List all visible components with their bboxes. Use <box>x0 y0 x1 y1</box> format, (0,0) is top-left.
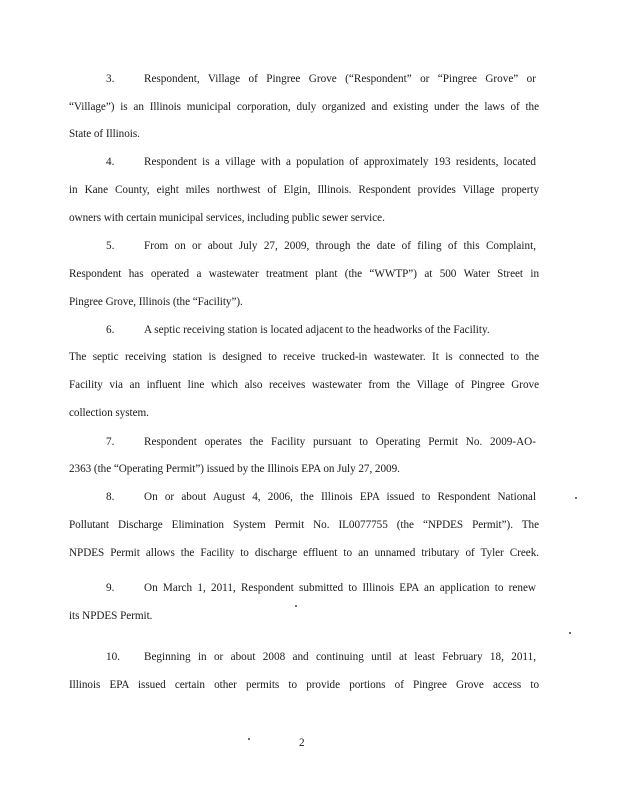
paragraph-number: 8. <box>106 491 115 503</box>
paragraph-number: 3. <box>106 73 115 85</box>
paragraph-line: On March 1, 2011, Respondent submitted to Illinois EPA an application to renew <box>144 582 536 594</box>
paragraph-number: 4. <box>106 156 115 168</box>
paragraph-line: Respondent operates the Facility pursuant to Operating Permit No. 2009-AO- <box>144 436 536 448</box>
paragraph-line: NPDES Permit allows the Facility to discharge effluent to an unnamed tributary of Tyler Creek. <box>69 547 539 559</box>
paragraph-number: 5. <box>106 240 115 252</box>
paragraph-line: 2363 (the “Operating Permit”) issued by the Illinois EPA on July 27, 2009. <box>69 463 400 475</box>
scan-speck <box>248 738 250 740</box>
paragraph-line: in Kane County, eight miles northwest of Elgin, Illinois. Respondent provides Village property <box>69 184 539 196</box>
paragraph-line: Beginning in or about 2008 and continuing until at least February 18, 2011, <box>144 651 536 663</box>
paragraph-line: Respondent, Village of Pingree Grove (“Respondent” or “Pingree Grove” or <box>144 73 536 85</box>
paragraph-line: State of Illinois. <box>69 128 140 140</box>
paragraph-line: Pollutant Discharge Elimination System Permit No. IL0077755 (the “NPDES Permit”). The <box>69 519 539 531</box>
page-number: 2 <box>299 737 305 749</box>
paragraph-line: collection system. <box>69 407 149 419</box>
paragraph-line: Respondent is a village with a population of approximately 193 residents, located <box>144 156 536 168</box>
paragraph-line: Pingree Grove, Illinois (the “Facility”). <box>69 296 243 308</box>
paragraph-line: owners with certain municipal services, including public sewer service. <box>69 212 385 224</box>
paragraph-line: Illinois EPA issued certain other permits to provide portions of Pingree Grove access to <box>69 679 539 691</box>
paragraph-number: 9. <box>106 582 115 594</box>
paragraph-line: “Village”) is an Illinois municipal corporation, duly organized and existing under the laws of the <box>69 101 539 113</box>
scan-speck <box>295 605 297 607</box>
scan-speck <box>569 632 571 634</box>
paragraph-line: From on or about July 27, 2009, through the date of filing of this Complaint, <box>144 240 536 252</box>
paragraph-number: 6. <box>106 324 115 336</box>
paragraph-number: 7. <box>106 436 115 448</box>
paragraph-line: A septic receiving station is located adjacent to the headworks of the Facility. <box>144 324 490 336</box>
paragraph-line: its NPDES Permit. <box>69 610 153 622</box>
paragraph-line: The septic receiving station is designed to receive trucked-in wastewater. It is connected to the <box>69 351 539 363</box>
paragraph-line: Facility via an influent line which also receives wastewater from the Village of Pingree Grove <box>69 379 539 391</box>
scan-speck <box>575 497 577 499</box>
paragraph-number: 10. <box>106 651 120 663</box>
paragraph-line: Respondent has operated a wastewater treatment plant (the “WWTP”) at 500 Water Street in <box>69 268 539 280</box>
paragraph-line: On or about August 4, 2006, the Illinois EPA issued to Respondent National <box>144 491 536 503</box>
